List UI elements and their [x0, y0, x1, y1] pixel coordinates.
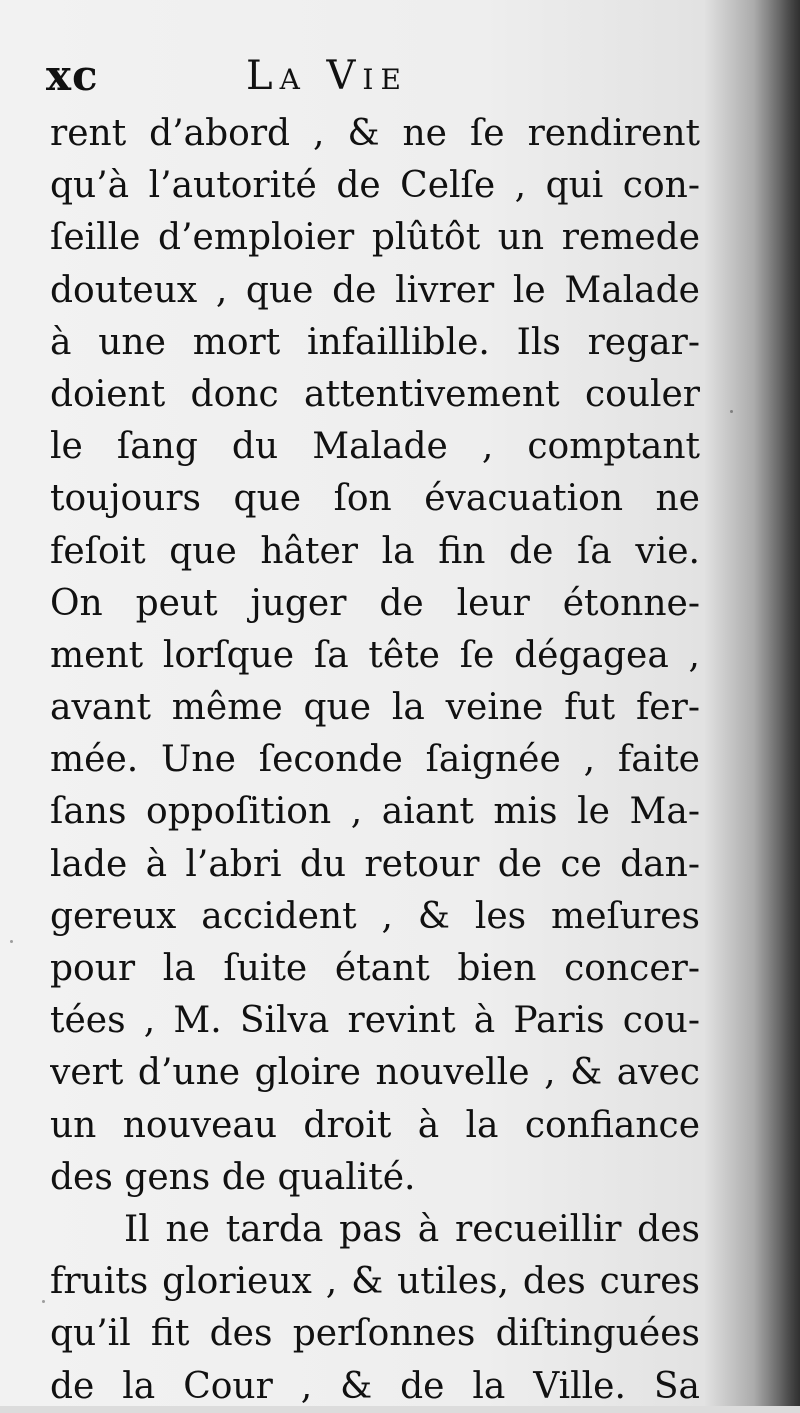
text-line: On peut juger de leur étonne-: [50, 582, 700, 624]
paragraph-end-line: des gens de qualité.: [50, 1156, 416, 1198]
text-line: douteux , que de livrer le Malade: [50, 269, 700, 311]
paper-speck: [730, 410, 733, 413]
paper-speck: [42, 1300, 45, 1303]
text-line: toujours que ſon évacuation ne: [50, 478, 700, 520]
page-header: [46, 48, 700, 108]
text-line: vert d’une gloire nouvelle , & avec: [50, 1052, 700, 1094]
text-line: mée. Une ſeconde ſaignée , faite: [50, 739, 700, 781]
text-line: feſoit que hâter la fin de ſa vie.: [50, 530, 700, 572]
paper-speck: [10, 940, 13, 943]
text-line: pour la ſuite étant bien concer-: [50, 948, 700, 989]
running-title: La Vie: [246, 53, 408, 99]
text-line: qu’il fit des perſonnes diſtinguées: [50, 1313, 700, 1355]
page-gutter-shadow: [754, 0, 800, 1406]
text-line: lade à l’abri du retour de ce dan-: [50, 843, 700, 885]
text-line: un nouveau droit à la confiance: [50, 1104, 700, 1146]
text-line: gereux accident , & les meſures: [50, 895, 700, 937]
text-line: ment lorſque ſa tête ſe dégagea ,: [50, 634, 700, 676]
text-line: tées , M. Silva revint à Paris cou-: [50, 1000, 700, 1042]
text-line: fruits glorieux , & utiles, des cures: [50, 1261, 700, 1303]
text-line: ſeille d’emploier plûtôt un remede: [50, 217, 700, 259]
text-line: de la Cour , & de la Ville. Sa: [50, 1365, 700, 1407]
paragraph-start-line: Il ne tarda pas à recueillir des: [124, 1208, 700, 1250]
page-number: xc: [46, 51, 99, 100]
body-text: [50, 108, 700, 1413]
paper-speck: [52, 664, 55, 667]
text-line: qu’à l’autorité de Celſe , qui con-: [50, 165, 700, 207]
text-line: ſans oppoſition , aiant mis le Ma-: [50, 791, 700, 833]
text-line: avant même que la veine fut fer-: [50, 687, 700, 729]
text-line: le ſang du Malade , comptant: [50, 426, 700, 468]
text-line: rent d’abord , & ne ſe rendirent: [50, 113, 700, 154]
text-line: à une mort infaillible. Ils regar-: [50, 321, 700, 363]
text-line: doient donc attentivement couler: [50, 373, 700, 415]
